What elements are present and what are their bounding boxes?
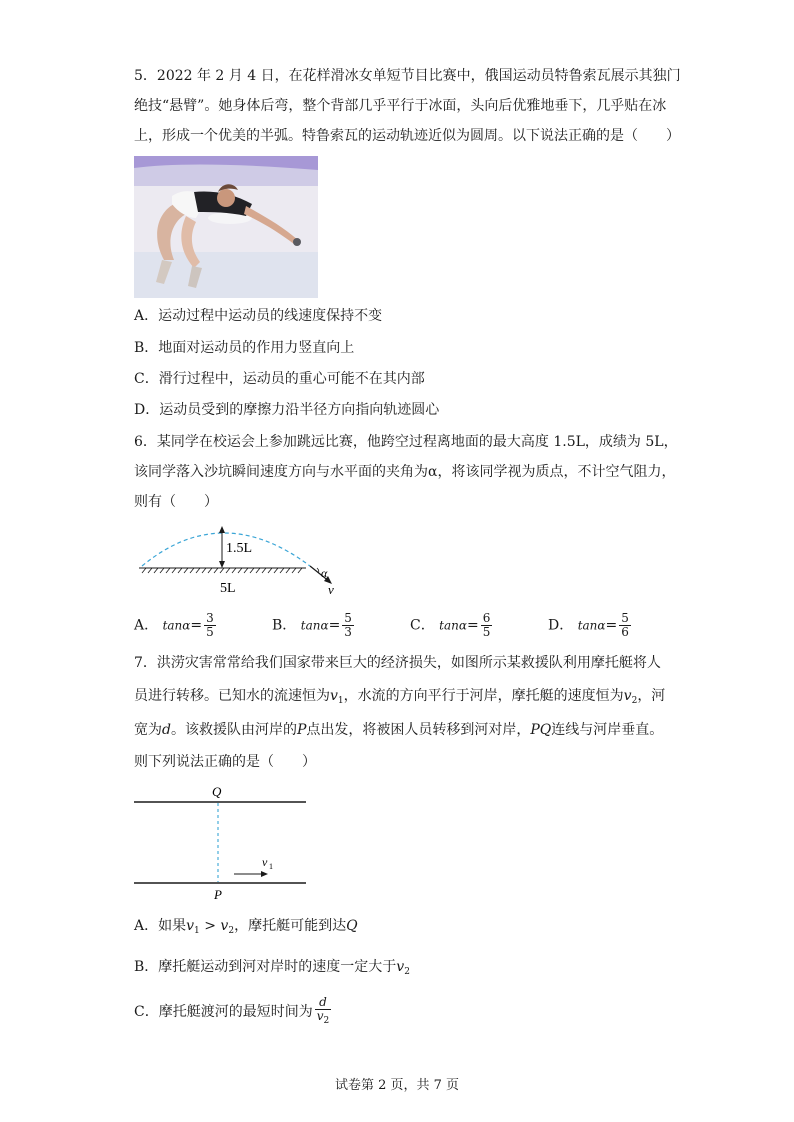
figure-skater-photo xyxy=(134,156,318,298)
q7-line-3: 宽为d。该救援队由河岸的P点出发，将被困人员转移到河对岸，PQ连线与河岸垂直。 xyxy=(134,722,664,738)
flow-sub: 1 xyxy=(269,862,273,871)
q7-line-1: 7．洪涝灾害常常给我们国家带来巨大的经济损失，如图所示某救援队利用摩托艇将人 xyxy=(134,655,661,671)
height-label: 1.5L xyxy=(226,541,253,556)
long-jump-diagram xyxy=(134,524,344,600)
q6-option-a: A． tanα= $\frac{3}{5}$ xyxy=(134,611,214,639)
q5-option-a: A．运动过程中运动员的线速度保持不变 xyxy=(134,308,383,324)
q6-line-3: 则有（ ） xyxy=(134,494,218,510)
q7-line-2: 员进行转移。已知水的流速恒为$v_1$，水流的方向平行于河岸，摩托艇的速度恒为$v_2$，河 xyxy=(134,688,666,706)
q6-line-1: 6．某同学在校运会上参加跳远比赛，他跨空过程离地面的最大高度 1.5L，成绩为 5L， xyxy=(134,434,678,450)
flow-label: v xyxy=(262,855,268,869)
q5-option-b: B．地面对运动员的作用力竖直向上 xyxy=(134,340,355,356)
river-crossing-diagram xyxy=(134,786,314,908)
q5-line-2: 绝技“悬臂”。她身体后弯，整个背部几乎平行于冰面，头向后优雅地垂下，几乎贴在冰 xyxy=(134,98,667,114)
q5-line-1: 5．2022 年 2 月 4 日，在花样滑冰女单短节目比赛中，俄国运动员特鲁索瓦展示其独门 xyxy=(134,68,681,84)
q6-option-d: D． tanα= $\frac{5}{6}$ xyxy=(548,611,629,639)
q7-option-b: B．摩托艇运动到河对岸时的速度一定大于$v_2$ xyxy=(134,959,410,977)
q5-option-c: C．滑行过程中，运动员的重心可能不在其内部 xyxy=(134,371,425,387)
velocity-label: v xyxy=(328,582,334,596)
q6-option-c: C． tanα= $\frac{6}{5}$ xyxy=(410,611,491,639)
q7-line-4: 则下列说法正确的是（ ） xyxy=(134,754,316,770)
q-label: Q xyxy=(212,786,222,799)
p-label: P xyxy=(214,887,222,902)
q5-line-3: 上，形成一个优美的半弧。特鲁索瓦的运动轨迹近似为圆周。以下说法正确的是（ ） xyxy=(134,128,680,144)
angle-label: α xyxy=(321,566,328,580)
q6-line-2: 该同学落入沙坑瞬间速度方向与水平面的夹角为α，将该同学视为质点，不计空气阻力， xyxy=(134,464,676,480)
q7-option-a: A．如果$v_1 > v_2$，摩托艇可能到达Q xyxy=(134,918,358,936)
q6-option-b: B． tanα= $\frac{5}{3}$ xyxy=(272,611,352,639)
q5-option-d: D．运动员受到的摩擦力沿半径方向指向轨迹圆心 xyxy=(134,402,440,418)
length-label: 5L xyxy=(220,581,236,596)
q7-option-c: C．摩托艇渡河的最短时间为 $\frac{d}{v_2}$ xyxy=(134,995,330,1026)
page-footer: 试卷第 2 页，共 7 页 xyxy=(334,1078,460,1093)
